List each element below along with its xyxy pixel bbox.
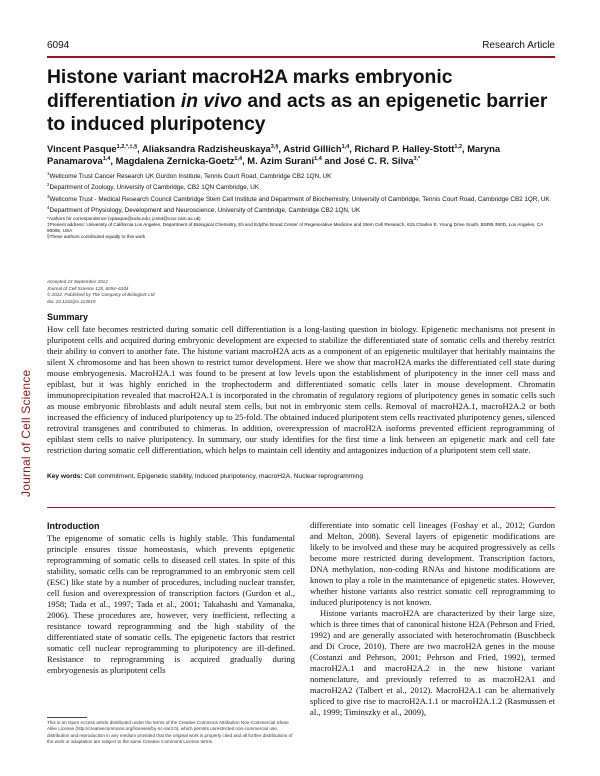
affiliation	[47, 170, 555, 181]
page-number: 6094	[47, 40, 70, 51]
license-note: This is an Open Access article distributed under the terms of the Creative Commons Attribution Non-Commercial Share Alike License (http://creativecommons.org/licenses/by-nc-sa/3.0), which permits unrestricted non-commercial use, distribution and reproduction in any medium provided that the original work is properly cited and all further distributions of the work or adaptation are subject to the same Creative Commons License terms.	[47, 720, 293, 744]
author-affiliation-marker: 3,*	[413, 156, 421, 163]
affiliation-list	[47, 170, 555, 216]
intro-paragraph: The epigenome of somatic cells is highly stable. This fundamental principle ensures tissue homeostasis, which prevents epigenetic reprogramming of somatic cells to diseased cell states. In spite of this stability, somatic cells can be reprogrammed to an embryonic stem cell (ESC) like state by a number of procedures, including nuclear transfer, cell fusion and overexpression of transcription factors (Gurdon et al., 1958; Tada et al., 1997; Tada et al., 2001; Takahashi and Yamanaka, 2006). These procedures are, however, very inefficient, reflecting a resistance toward reprogramming and the high stability of the differentiated state of somatic cells. The epigenetic factors that restrict somatic cell nuclear reprogramming to pluripotency are ill-defined. Resistance to reprogramming is acquired gradually during embryogenesis as pluripotent cells	[47, 533, 295, 675]
accepted-date: Accepted 24 September 2012	[47, 279, 108, 284]
intro-column-right	[310, 520, 555, 718]
introduction-heading: Introduction	[47, 521, 100, 531]
section-divider	[47, 507, 555, 508]
keywords-text: Cell commitment, Epigenetic stability, Induced pluripotency, macroH2A, Nuclear reprogramming	[84, 473, 364, 480]
author-name: Richard P. Halley-Stott	[354, 143, 455, 155]
title-part-2: and acts as an epigenetic barrier to induced pluripotency	[47, 90, 548, 135]
publication-info	[47, 279, 155, 305]
summary-heading: Summary	[47, 312, 89, 322]
author-name: Maryna Panamarova	[47, 143, 501, 167]
affiliation-number: 2	[47, 182, 50, 188]
affiliation-text: Department of Zoology, University of Cambridge, CB2 1QN Cambridge, UK	[49, 184, 260, 192]
journal-name: Journal of Cell Science	[19, 369, 33, 497]
affiliation-text: Wellcome Trust Cancer Research UK Gurdon Institute, Tennis Court Road, Cambridge CB2 1QN, UK	[49, 173, 332, 181]
intro-paragraph: Histone variants macroH2A are characterized by their large size, which is three times that of canonical histone H2A (Pehrson and Fried, 1992) and are generally associated with heterochromatin (Buschbeck and Di Croce, 2010). There are two macroH2A genes in the mouse (Costanzi and Pehrson, 2001; Pehrson and Fried, 1992), termed macroH2A.1 and macroH2A.2 in the new histone variant nomenclature, and previously referred to as macroH2A1 and macroH2A2 (Talbert et al., 2012). MacroH2A.1 can be alternatively spliced to give rise to macroH2A.1.1 or macroH2A.1.2 (Rasmussen et al., 1999; Timinszky et al., 2009),	[310, 608, 555, 717]
title-part-1: Histone variant macroH2A marks embryonic differentiation	[47, 67, 453, 112]
affiliation	[47, 204, 555, 215]
author-affiliation-marker: 3,§	[270, 144, 279, 150]
intro-column-left	[47, 533, 295, 676]
author-affiliation-marker: 1,2	[454, 144, 463, 150]
author-name: Magdalena Zernicka-Goetz	[115, 155, 235, 167]
intro-paragraph: differentiate into somatic cell lineages (Foshay et al., 2012; Gurdon and Melton, 2008). Several layers of epigenetic modifications are likely to be involved and these may be acquired progressively as cells become more restricted during development. Transcription factors, DNA methylation, non-coding RNAs and histone modifications are known to play a role in the maintenance of epigenetic states. However, whether histone variants also restrict somatic cell reprogramming to induced pluripotency is not known.	[310, 520, 555, 607]
copyright: © 2012. Published by The Company of Biologists Ltd	[47, 292, 155, 298]
keywords	[47, 473, 555, 480]
author-affiliation-marker: 1,4	[234, 156, 243, 163]
author-affiliation-marker: 1,4	[341, 144, 350, 150]
footnote-rule	[47, 717, 87, 718]
affiliation-text: Wellcome Trust - Medical Research Council Cambridge Stem Cell Institute and Department of Biochemistry, University of Cambridge, Tennis Court Road, Cambridge CB2 1QR, UK	[49, 195, 550, 203]
doi: doi: 10.1242/jcs.113019	[47, 298, 96, 304]
author-name: Astrid Gillich	[283, 143, 342, 155]
author-affiliation-marker: 1,4	[102, 156, 111, 163]
affiliation-number: 4	[47, 205, 50, 211]
header-rule	[47, 56, 555, 58]
affiliation	[47, 193, 555, 204]
journal-side-label	[6, 320, 33, 500]
section-label: Research Article	[482, 40, 555, 51]
author-affiliation-marker: 1,2,*,‡,§	[116, 144, 138, 150]
author-list: Vincent Pasque$^{1,2,*,\ddagger,\S}$, Aliaksandra Radzisheuskaya$^{3,\S}$, Astrid Gillich$^{1,4}$, Richard P. Halley-Stott$^{1,2}$, Maryna Panamarova$^{1,4}$, Magdalena Zernicka-Goetz$^{1,4}$, M. Azim Surani$^{1,4}$ and José C. R. Silva$^{3,*}$	[47, 143, 501, 167]
author-name: Aliaksandra Radzisheuskaya	[142, 143, 271, 155]
author-name: Vincent Pasque	[47, 143, 117, 155]
affiliation	[47, 181, 555, 192]
equal-contribution-note: §These authors contributed equally to this work	[47, 233, 146, 239]
author-name: José C. R. Silva	[343, 155, 414, 167]
author-name: M. Azim Surani	[247, 155, 315, 167]
correspondence-note: *Authors for correspondence (vpasque@ucla.edu; jcs64@cscr.cam.ac.uk)	[47, 215, 201, 221]
present-address-note: ‡Present address: University of California Los Angeles, Department of Biological Chemistry, Eli and Edythe Broad Center of Regenerative Medicine and Stem Cell Research, 615 Charles E. Young Drive South, BSRB 390D, Los Angeles, CA 90095, USA	[47, 221, 544, 233]
journal-citation: Journal of Cell Science 125, 6094–6104	[47, 285, 129, 291]
summary-text: How cell fate becomes restricted during somatic cell differentiation is a long-lasting question in biology. Epigenetic mechanisms not present in pluripotent cells and acquired during embryonic development are expected to stabilize the differentiated state of somatic cells and thereby restrict their ability to convert to another fate. The histone variant macroH2A acts as a component of an epigenetic multilayer that heritably maintains the silent X chromosome and has been shown to restrict tumor development. Here we show that macroH2A marks the differentiated cell state during mouse embryogenesis. MacroH2A.1 was found to be present at low levels upon the establishment of pluripotency in the inner cell mass and epiblast, but it was highly enriched in the trophectoderm and differentiated somatic cells later in mouse development. Chromatin immunoprecipitation revealed that macroH2A.1 is incorporated in the chromatin of regulatory regions of pluripotency genes in somatic cells such as mouse embryonic fibroblasts and adult neural stem cells, but not in embryonic stem cells. Removal of macroH2A.1, macroH2A.2 or both increased the efficiency of induced pluripotency up to 25-fold. The obtained induced pluripotent stem cells reactivated pluripotency genes, silenced retroviral transgenes and contributed to chimeras. In addition, overexpression of macroH2A isoforms prevented efficient reprogramming of epiblast stem cells to naïve pluripotency. In summary, our study identifies for the first time a link between an epigenetic mark and cell fate restriction during somatic cell differentiation, which helps to maintain cell identity and antagonizes induction of a pluripotent stem cell state.	[47, 324, 555, 455]
affiliation-number: 3	[47, 193, 50, 199]
author-affiliation-marker: 1,4	[314, 156, 322, 163]
affiliation-text: Department of Physiology, Development and Neuroscience, University of Cambridge, Cambridge CB2 1QN, UK	[49, 207, 361, 215]
affiliation-number: 1	[47, 171, 50, 176]
affiliations	[47, 170, 555, 240]
title-italic: in vivo	[180, 90, 242, 112]
keywords-label: Key words:	[47, 473, 83, 480]
article-title	[47, 66, 552, 137]
